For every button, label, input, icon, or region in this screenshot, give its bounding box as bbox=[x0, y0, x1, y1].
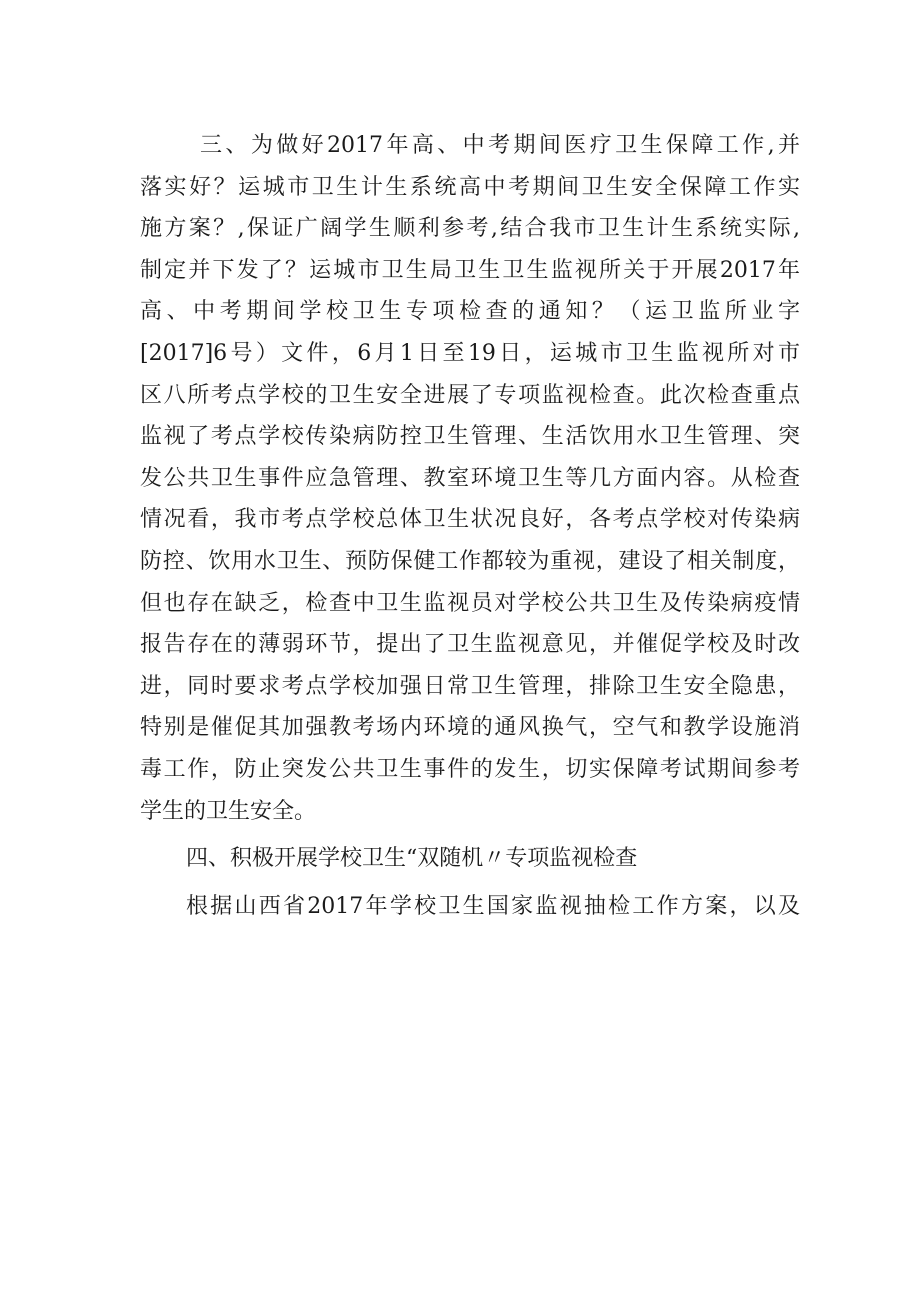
paragraph-line: 高、中考期间学校卫生专项检查的通知？（运卫监所业字 bbox=[140, 299, 800, 325]
paragraph-line: 施方案？,保证广阔学生顺利参考,结合我市卫生计生系统实际, bbox=[140, 216, 800, 242]
paragraph-line: 毒工作，防止突发公共卫生事件的发生，切实保障考试期间参考 bbox=[140, 756, 800, 782]
paragraph-line: [2017]6号）文件，6月1日至19日，运城市卫生监视所对市 bbox=[140, 340, 800, 366]
paragraph-line: 落实好？运城市卫生计生系统高中考期间卫生安全保障工作实 bbox=[140, 174, 800, 200]
paragraph-line: 情况看，我市考点学校总体卫生状况良好，各考点学校对传染病 bbox=[140, 507, 800, 533]
paragraph-line: 发公共卫生事件应急管理、教室环境卫生等几方面内容。从检查 bbox=[140, 465, 800, 491]
paragraph-line: 监视了考点学校传染病防控卫生管理、生活饮用水卫生管理、突 bbox=[140, 424, 800, 450]
paragraph-line: 报告存在的薄弱环节，提出了卫生监视意见，并催促学校及时改 bbox=[140, 632, 800, 658]
paragraph-line: 制定并下发了？运城市卫生局卫生卫生监视所关于开展2017年 bbox=[140, 257, 800, 283]
section-heading: 四、积极开展学校卫生“双随机〃专项监视检查 bbox=[186, 846, 638, 872]
document-body bbox=[140, 125, 800, 927]
paragraph-line: 三、为做好2017年高、中考期间医疗卫生保障工作,并 bbox=[200, 133, 800, 158]
paragraph-line: 进，同时要求考点学校加强日常卫生管理，排除卫生安全隐患， bbox=[140, 673, 800, 699]
paragraph-line: 根据山西省2017年学校卫生国家监视抽检工作方案，以及 bbox=[186, 893, 800, 919]
paragraph-line: 特别是催促其加强教考场内环境的通风换气，空气和教学设施消 bbox=[140, 715, 800, 741]
paragraph-line: 学生的卫生安全。 bbox=[140, 798, 317, 824]
paragraph-line: 区八所考点学校的卫生安全进展了专项监视检查。此次检查重点 bbox=[140, 382, 800, 408]
paragraph-line: 但也存在缺乏，检查中卫生监视员对学校公共卫生及传染病疫情 bbox=[140, 590, 800, 616]
paragraph-line: 防控、饮用水卫生、预防保健工作都较为重视，建设了相关制度， bbox=[140, 548, 800, 574]
